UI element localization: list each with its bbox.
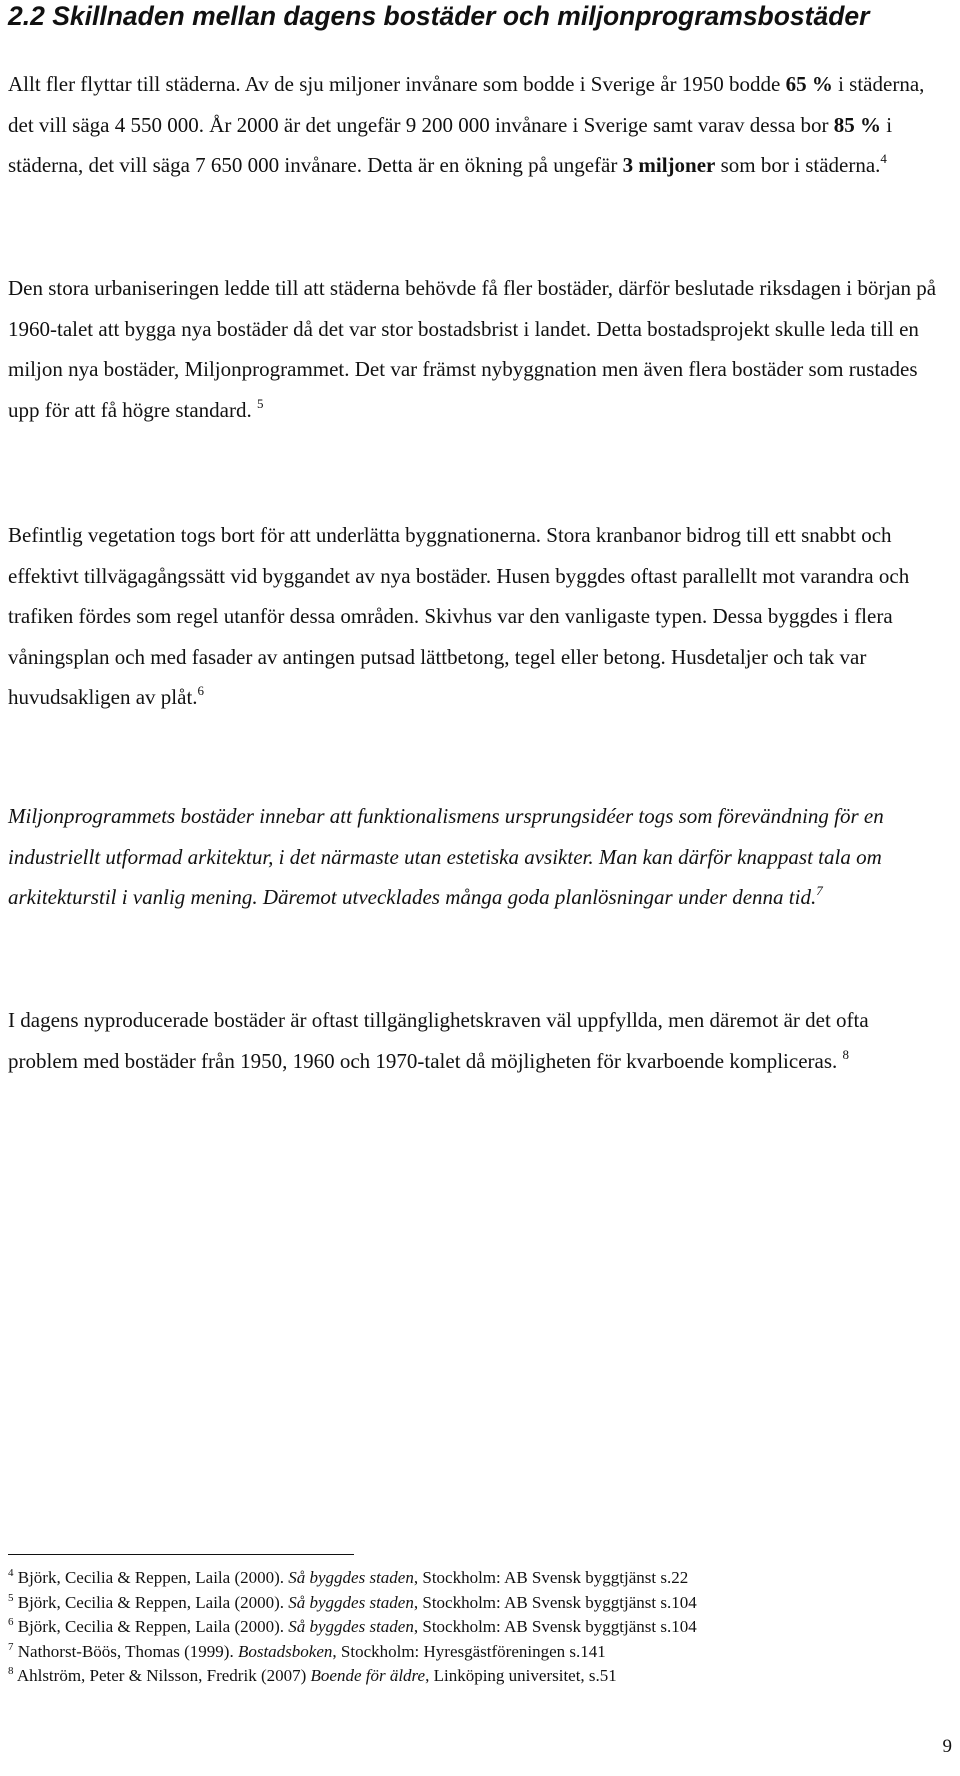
paragraph-construction — [8, 515, 938, 718]
footnote-source: , Stockholm: Hyresgästföreningen s.141 — [332, 1641, 606, 1661]
paragraph-accessibility — [8, 1000, 938, 1081]
footnote-reference[interactable]: 4 — [880, 151, 887, 167]
footnote-reference[interactable]: 6 — [197, 683, 205, 699]
footnote-title: Så byggdes staden — [288, 1568, 414, 1587]
footnote-number: 7 — [8, 1640, 14, 1653]
footnote-title: Bostadsboken — [237, 1641, 333, 1661]
footnote-separator — [8, 1554, 354, 1555]
paragraph-text: i städerna, det vill säga 4 550 000. År 2000 är det ungefär 9 200 000 invånare i Sverige samt varav dessa bor — [8, 72, 925, 137]
footnote-author: Björk, Cecilia & Reppen, Laila (2000). — [17, 1617, 289, 1636]
footnote-source: , Stockholm: AB Svensk byggtjänst s.104 — [413, 1617, 697, 1636]
footnote-number: 4 — [8, 1567, 14, 1579]
paragraph-text: Den stora urbaniseringen ledde till att städerna behövde få fler bostäder, därför beslutade riksdagen i början på 1960-talet att bygga nya bostäder då det var stor bostadsbrist i landet. Detta bostadsprojekt skulle leda till en miljon nya bostäder, Miljonprogrammet. Det var främst nybyggnation men även flera bostäder som rustades upp för att få högre standard. — [8, 276, 937, 422]
section-heading: 2.2 Skillnaden mellan dagens bostäder och miljonprogramsbostäder — [8, 1, 870, 31]
footnote-title: Så byggdes staden — [288, 1592, 414, 1612]
footnote-item — [8, 1591, 948, 1616]
paragraph-text: Allt fler flyttar till städerna. Av de sju miljoner invånare som bodde i Sverige år 1950 bodde — [8, 72, 786, 96]
paragraph-text: I dagens nyproducerade bostäder är oftast tillgänglighetskraven väl uppfyllda, men däremot är det ofta problem med bostäder från 1950, 1960 och 1970-talet då möjligheten för kvarboende kompliceras. — [8, 1008, 869, 1073]
footnote-reference[interactable]: 8 — [842, 1046, 850, 1062]
footnote-item — [8, 1566, 948, 1591]
footnote-number: 8 — [8, 1665, 14, 1677]
paragraph-text: i städerna, det vill säga 7 650 000 invånare. Detta är en ökning på ungefär — [8, 112, 893, 178]
page-number: 9 — [942, 1736, 952, 1757]
bold-percent-2000: 85 % — [833, 112, 882, 137]
footnote-source: , Linköping universitet, s.51 — [425, 1666, 617, 1685]
footnote-author: Björk, Cecilia & Reppen, Laila (2000). — [17, 1592, 289, 1612]
footnote-reference[interactable]: 5 — [257, 395, 264, 411]
paragraph-text: Befintlig vegetation togs bort för att underlätta byggnationerna. Stora kranbanor bidrog till ett snabbt och effektivt tillvägagångssätt vid byggandet av nya bostäder. Husen byggdes oftast parallellt mot varandra och trafiken fördes som regel utanför dessa områden. Skivhus var den vanligaste typen. Dessa byggdes i flera våningsplan och med fasader av antingen putsad lättbetong, tegel eller betong. Husdetaljer och tak var huvudsakligen av plåt. — [8, 523, 910, 710]
footnotes — [8, 1566, 948, 1689]
paragraph-architecture — [8, 796, 938, 918]
paragraph-text: Miljonprogrammets bostäder innebar att funktionalismens ursprungsidéer togs som förevändning för en industriellt utformad arkitektur, i det närmaste utan estetiska avsikter. Man kan därför knappast tala om arkitekturstil i vanlig mening. Däremot utvecklades många goda planlösningar under denna tid. — [8, 804, 884, 910]
footnote-author: Björk, Cecilia & Reppen, Laila (2000). — [17, 1568, 289, 1587]
footnote-reference[interactable]: 7 — [816, 883, 823, 899]
footnote-author: Ahlström, Peter & Nilsson, Fredrik (2007) — [16, 1666, 311, 1685]
footnote-source: , Stockholm: AB Svensk byggtjänst s.104 — [413, 1592, 697, 1612]
footnote-number: 5 — [8, 1591, 14, 1604]
footnote-title: Boende för äldre — [310, 1666, 426, 1685]
bold-percent-1950: 65 % — [785, 72, 833, 96]
footnote-item — [8, 1640, 948, 1665]
footnote-item — [8, 1615, 948, 1640]
paragraph-text: som bor i städerna. — [715, 153, 881, 178]
bold-increase: 3 miljoner — [622, 153, 716, 178]
footnote-item — [8, 1664, 948, 1689]
footnote-number: 6 — [8, 1616, 14, 1628]
footnote-title: Så byggdes staden — [288, 1617, 414, 1636]
paragraph-urbanization-stats — [8, 64, 938, 186]
footnote-author: Nathorst-Böös, Thomas (1999). — [17, 1641, 238, 1661]
footnote-source: , Stockholm: AB Svensk byggtjänst s.22 — [413, 1568, 689, 1587]
paragraph-urbanization — [8, 268, 938, 430]
